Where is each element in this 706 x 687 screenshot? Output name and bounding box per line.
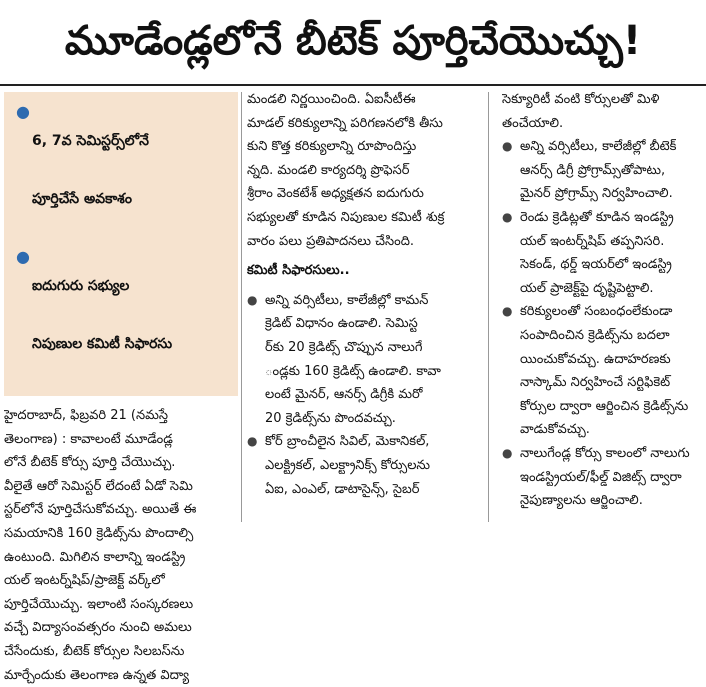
body-line: ఏఐ, ఎంఎల్, డాటాసైన్స్, సైబర్ <box>265 481 420 497</box>
body-line: లోనే బీటెక్ కోర్సు పూర్తి చేయొచ్చు. <box>4 455 176 471</box>
bullet-icon: ● <box>247 434 258 449</box>
body-line: సెకండ్, థర్డ్ ఇయర్‌లో ఇండస్ట్రి <box>520 257 672 273</box>
highlight-line: పూర్తిచేసే అవకాశం <box>32 191 132 207</box>
body-line: శ్రీరాం వెంకటేశ్ అధ్యక్షతన ఐదుగురు <box>247 186 424 202</box>
body-line: వచ్చే విద్యాసంవత్సరం నుంచి అమలు <box>4 620 192 636</box>
highlight-item <box>16 98 232 243</box>
body-line: స్టర్‌లోనే పూర్తిచేసుకోవచ్చు. అయితే ఈ <box>4 502 197 518</box>
body-line: కరిక్యులంతో సంబంధంలేకుండా <box>520 304 673 320</box>
body-line: యల్ ఇంటర్న్‌షిప్/ప్రాజెక్ట్ వర్క్‌లో <box>4 573 165 589</box>
recommendation-item <box>502 135 706 206</box>
body-line: మార్చేందుకు తెలంగాణ ఉన్నత విద్యా <box>4 667 190 683</box>
body-line: ఉంటుంది. మిగిలిన కాలాన్ని ఇండస్ట్రి <box>4 549 186 565</box>
column-3 <box>502 88 706 522</box>
recommendation-item <box>247 289 475 431</box>
headline: మూడేండ్లలోనే బీటెక్ పూర్తిచేయొచ్చు! <box>64 18 642 64</box>
body-line: రెండు క్రెడిట్లతో కూడిన ఇండస్ట్రి <box>520 209 674 225</box>
bullet-icon: ● <box>247 292 258 307</box>
body-line: క్రెడిట్ విధానం ఉండాలి. సెమిస్ట <box>265 316 418 332</box>
body-line: న్నది. మండలి కార్యదర్శి ప్రొఫెసర్ <box>247 162 410 178</box>
recommendation-item <box>502 206 706 300</box>
column-divider-1 <box>241 92 242 522</box>
body-line: చేసేందుకు, బీటెక్ కోర్సుల సిలబస్‌ను <box>4 643 185 659</box>
body-line: వాడుకోవచ్చు. <box>520 422 590 438</box>
body-line: కుని కొత్త కరిక్యులాన్ని రూపొందిస్తు <box>247 139 417 155</box>
body-line: సమయానికి 160 క్రెడిట్స్‌ను పొందాల్సి <box>4 525 194 541</box>
highlight-item <box>16 243 232 388</box>
article-body-col2 <box>247 88 475 253</box>
highlight-line: నిపుణుల కమిటీ సిఫారసు <box>32 336 173 352</box>
body-line: కోర్ బ్రాంచీలైన సివిల్, మెకానికల్, <box>265 434 430 450</box>
column-1 <box>4 88 238 683</box>
body-line: అన్ని వర్సిటీలు, కాలేజీల్లో బీటెక్ <box>520 139 677 155</box>
body-line: ఆనర్స్ డిగ్రీ ప్రోగ్రామ్స్‌తోపాటు, <box>520 162 666 178</box>
body-line: నైపుణ్యాలను ఆర్జించాలి. <box>520 493 643 509</box>
column-divider-2 <box>488 92 489 522</box>
body-line: మాడల్ కరిక్యులాన్ని పరిగణనలోకి తీసు <box>247 115 443 131</box>
body-line: సెక్యూరిటీ వంటి కోర్సులతో మిళి <box>502 92 660 107</box>
headline-divider <box>0 84 706 86</box>
body-line: పూర్తిచేయొచ్చు. ఇలాంటి సంస్కరణలు <box>4 596 194 612</box>
highlight-line: 6, 7వ సెమిస్టర్స్‌లోనే <box>32 133 149 149</box>
body-line: ండ్లకు 160 క్రెడిట్స్ ఉండాలి. కావా <box>265 363 441 379</box>
subheading: కమిటీ సిఫారసులు.. <box>247 263 350 279</box>
body-line: ఎలక్ట్రికల్, ఎలక్ట్రానిక్స్ కోర్సులను <box>265 457 431 473</box>
body-line: సంపాదించిన క్రెడిట్స్‌ను బదలా <box>520 327 670 343</box>
body-line: యల్ ఇంటర్న్‌షిప్ తప్పనిసరి. <box>520 233 665 249</box>
bullet-icon: ● <box>502 445 513 460</box>
body-line: యల్ ప్రాజెక్ట్‌పై దృష్టిపెట్టాలి. <box>520 280 654 296</box>
body-line: 20 క్రెడిట్స్‌ను పొందవచ్చు. <box>265 410 396 426</box>
body-line: ఇండస్ట్రియల్/ఫీల్డ్ విజిట్స్ ద్వారా <box>520 469 682 485</box>
body-line: మైనర్ ప్రోగ్రామ్స్ నిర్వహించాలి. <box>520 186 673 202</box>
body-line: కోర్సుల ద్వారా ఆర్జించిన క్రెడిట్స్‌ను <box>520 398 689 414</box>
body-line: తంచేయాలి. <box>502 115 564 131</box>
body-line: యించుకోవచ్చు. ఉదాహరణకు <box>520 351 671 367</box>
body-line: తెలంగాణ) : కావాలంటే మూడేండ్ల <box>4 431 173 447</box>
recommendation-item <box>247 430 475 501</box>
body-line: హైదరాబాద్, ఫిబ్రవరి 21 (నమస్తే <box>4 408 168 423</box>
bullet-icon: ● <box>502 139 513 154</box>
body-line: అన్ని వర్సిటీలు, కాలేజీల్లో కామన్ <box>265 292 429 308</box>
body-line: మండలి నిర్ణయించింది. ఏఐసీటీఈ <box>247 92 416 107</box>
recommendation-item <box>502 442 706 513</box>
body-line: లంటే మైనర్, ఆనర్స్ డిగ్రీకి మరో <box>265 387 423 403</box>
body-line: నాస్కామ్ నిర్వహించే సర్టిఫికెట్ <box>520 375 671 391</box>
article-body-col1 <box>4 404 238 687</box>
column-2 <box>247 88 475 522</box>
highlight-box <box>4 92 238 396</box>
body-line: వారం పలు ప్రతిపాదనలు చేసింది. <box>247 233 415 249</box>
recommendation-item <box>502 300 706 442</box>
bullet-icon: ● <box>16 102 30 121</box>
body-line: సభ్యులతో కూడిన నిపుణుల కమిటీ శుక్ర <box>247 209 445 225</box>
body-line: నాలుగేండ్ల కోర్సు కాలంలో నాలుగు <box>520 445 690 461</box>
highlight-line: ఐదుగురు సభ్యుల <box>32 278 130 294</box>
bullet-icon: ● <box>16 247 30 266</box>
bullet-icon: ● <box>502 209 513 224</box>
bullet-icon: ● <box>502 304 513 319</box>
body-line: ర్‌కు 20 క్రెడిట్స్ చొప్పున నాలుగే <box>265 339 423 355</box>
article-body-col3 <box>502 88 706 135</box>
body-line: వీలైతే ఆరో సెమిస్టర్ లేదంటే ఏడో సెమి <box>4 478 193 494</box>
